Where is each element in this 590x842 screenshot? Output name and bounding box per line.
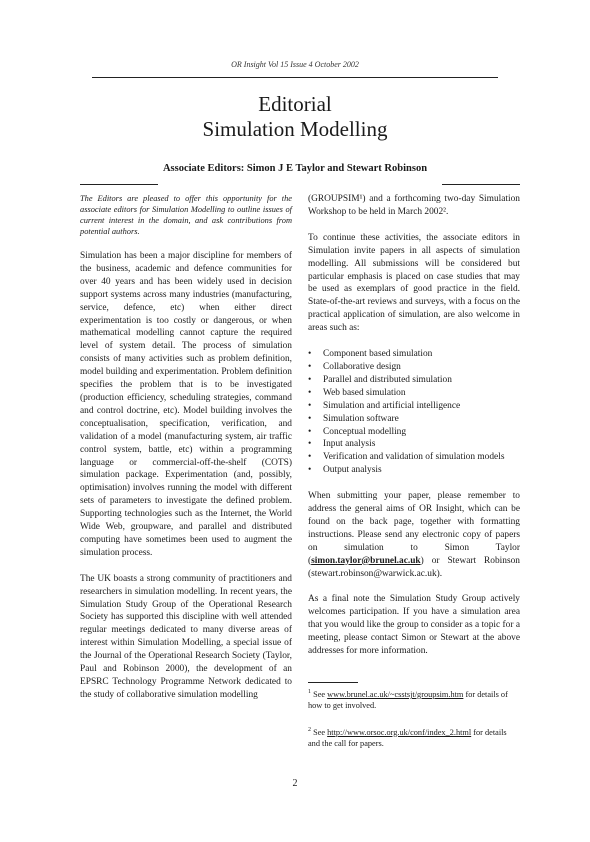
intro-note: The Editors are pleased to offer this opportunity for the associate editors for Simulation Modelling to outline issues of current interest in the domain, and ask contributions from potential authors. xyxy=(80,194,292,236)
page-subtitle: Simulation Modelling xyxy=(202,117,388,141)
list-item: • Output analysis xyxy=(308,464,520,477)
footnote xyxy=(308,725,520,750)
right-column xyxy=(308,184,520,763)
list-item: • Component based simulation xyxy=(308,348,520,361)
page-number: 2 xyxy=(292,778,298,789)
footnote-number: 1 xyxy=(308,689,311,695)
footnote-text: for details and the call for papers. xyxy=(308,727,507,749)
list-item: • Web based simulation xyxy=(308,387,520,400)
editors-line: Associate Editors: Simon J E Taylor and Stewart Robinson xyxy=(162,163,428,174)
body-paragraph: As a final note the Simulation Study Group actively welcomes participation. If you have a simulation area that you would like the group to consider as a topic for a meeting, please contact Simon or Stewart at the above addresses for more information. xyxy=(308,594,520,657)
footnote xyxy=(308,687,520,712)
submission-text: When submitting your paper, please remember to address the general aims of OR Insight, which can be found on the back page, together with formatting instructions. Please send any electronic copy of papers on simulation to Simon Taylor ( xyxy=(308,491,520,566)
running-head: OR Insight Vol 15 Issue 4 October 2002 xyxy=(231,60,359,69)
footnote-number: 2 xyxy=(308,726,311,733)
header-rule xyxy=(92,77,498,78)
body-paragraph xyxy=(308,490,520,580)
submission-text-end: ) or Stewart Robinson (stewart.robinson@warwick.ac.uk). xyxy=(308,555,520,579)
intro-rule xyxy=(80,184,158,185)
list-item: • Parallel and distributed simulation xyxy=(308,374,520,387)
body-paragraph: (GROUPSIM¹) and a forthcoming two-day Simulation Workshop to be held in March 2002². xyxy=(308,194,520,217)
page-title: Editorial xyxy=(258,92,332,116)
footnote-rule xyxy=(308,682,358,683)
topics-list xyxy=(308,348,520,477)
body-paragraph: To continue these activities, the associate editors in Simulation invite papers in all aspects of simulation modelling. All submissions will be considered but particular emphasis is placed on case studies that may be used as exemplars of good practice in the field. State-of-the-art reviews and surveys, with a focus on the practical application of simulation, are also welcome in areas such as: xyxy=(308,232,520,334)
intro-rule-right xyxy=(442,184,520,185)
body-paragraph: The UK boasts a strong community of practitioners and researchers in simulation modelling. In recent years, the Simulation Study Group of the Operational Research Society has supported this discipline with well attended regular meetings dedicated to many diverse areas of interest within Simulation Modelling, a special issue of the Journal of the Operational Research Society (Taylor, Paul and Robinson 2000), the development of an EPSRC Technology Programme Network dedicated to the study of collaborative simulation modelling xyxy=(80,573,292,700)
list-item: • Conceptual modelling xyxy=(308,426,520,439)
footnote-link[interactable]: www.brunel.ac.uk/~csstsjt/groupsim.htm xyxy=(327,689,464,699)
footnote-link[interactable]: http://www.orsoc.org.uk/conf/index_2.html xyxy=(327,727,472,737)
list-item: • Verification and validation of simulation models xyxy=(308,451,520,464)
list-item: • Simulation software xyxy=(308,413,520,426)
body-paragraph: Simulation has been a major discipline for members of the business, academic and defence communities for over 40 years and has been widely used in decision support systems across many industries (manufacturing, service, defence, etc) when either direct experimentation is too costly or dangerous, or when mathematical modelling cannot capture the required level of system detail. The process of simulation consists of many activities such as problem definition, model building and experimentation. Problem definition specifies the problem that is to be investigated (production efficiency, scheduling strategies, command and control doctrine, etc). Model building involves the conceptualisation, specification, verification, and validation of a model (manufacturing system, air traffic control system, battle, etc) within a programming language or commercial-off-the-shelf (COTS) simulation package. Experimentation (and, possibly, optimisation) involves running the model with different sets of parameters to investigate the defined problem. Supporting technologies such as the Internet, the World Wide Web, groupware, and parallel and distributed computing have sometimes been used to augment the simulation process. xyxy=(80,251,292,558)
list-item: • Input analysis xyxy=(308,438,520,451)
email-link[interactable]: simon.taylor@brunel.ac.uk xyxy=(311,555,421,566)
list-item: • Collaborative design xyxy=(308,361,520,374)
footnote-text: See xyxy=(313,727,328,737)
left-column xyxy=(80,184,292,715)
list-item: • Simulation and artificial intelligence xyxy=(308,400,520,413)
footnote-text: See xyxy=(313,689,328,699)
footnote-text: for details of how to get involved. xyxy=(308,689,508,711)
